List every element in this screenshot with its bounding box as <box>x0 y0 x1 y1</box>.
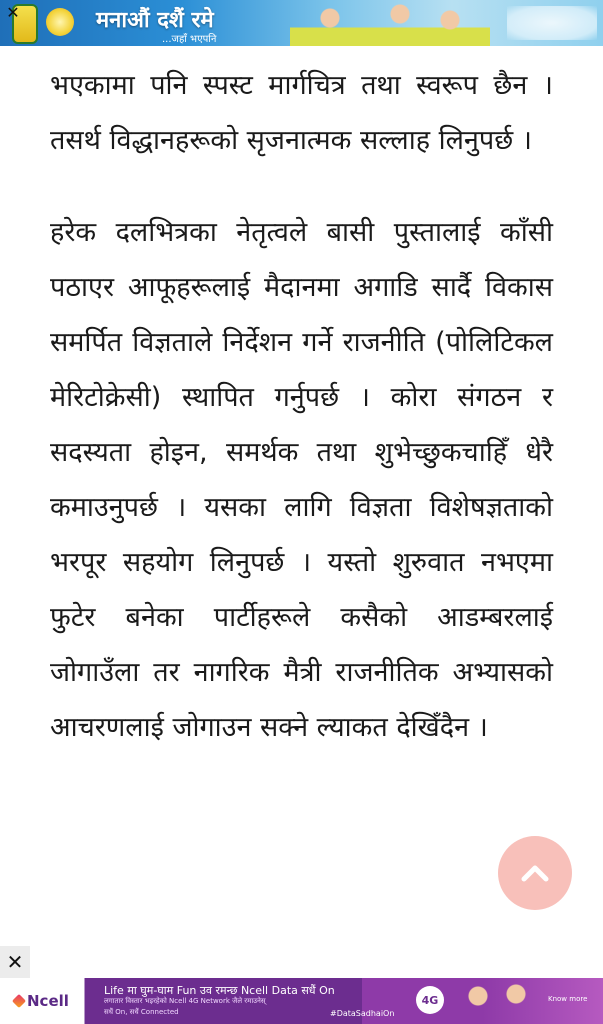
ad-people-image <box>290 0 490 46</box>
sun-graphic <box>46 8 74 36</box>
ad-people-image <box>456 978 546 1024</box>
top-banner-ad[interactable] <box>0 0 603 46</box>
close-ad-icon[interactable]: ✕ <box>6 3 20 22</box>
know-more-link[interactable]: Know more <box>548 995 588 1003</box>
scroll-to-top-button[interactable] <box>498 836 572 910</box>
chevron-up-icon <box>518 856 552 890</box>
ad-hashtag: #DataSadhaiOn <box>330 1009 395 1018</box>
article-paragraph: भएकामा पनि स्पस्ट मार्गचित्र तथा स्वरूप छैन । तसर्थ विद्धानहरूको सृजनात्मक सल्लाह लिनुपर्छ । <box>50 70 553 156</box>
ad-line-1: Life मा घुम-घाम Fun उव रमन्छ Ncell Data सधैं On <box>104 984 335 997</box>
ad-subline: ...जहाँ भएपनि <box>162 34 217 45</box>
ncell-logo: Ncell <box>14 992 69 1010</box>
4g-badge: 4G <box>416 986 444 1014</box>
ad-decoration <box>507 6 597 40</box>
article-paragraph: हरेक दलभित्रका नेतृत्वले बासी पुस्तालाई काँसी पठाएर आफूहरूलाई मैदानमा अगाडि सार्दै विकास समर्पित विज्ञताले निर्देशन गर्ने राजनीति (पोलिटिकल मेरिटोक्रेसी) स्थापित गर्नुपर्छ । कोरा संगठन र सदस्यता होइन, समर्थक तथा शुभेच्छुकचाहिँ धेरै कमाउनुपर्छ । यसका लागि विज्ञता विशेषज्ञताको भरपूर सहयोग लिनुपर्छ । यस्तो शुरुवात नभएमा फुटेर बनेका पार्टीहरूले कसैको आडम्बरलाई जोगाउँला तर नागरिक मैत्री राजनीतिक अभ्यासको आचरणलाई जोगाउन सक्ने ल्याकत देखिँदैन । <box>50 217 553 743</box>
ad-line-3: सधैं On, सधैं Connected <box>104 1008 179 1016</box>
ad-line-2: लगातार विस्तार भइरहेको Ncell 4G Network जैले रमाउनेस् <box>104 997 266 1005</box>
ad-headline: मनाऔं दशैं रमे <box>96 8 214 33</box>
close-bottom-ad-icon[interactable]: ✕ <box>0 946 30 978</box>
article-body <box>50 58 553 755</box>
bottom-banner-ad[interactable] <box>0 978 603 1024</box>
